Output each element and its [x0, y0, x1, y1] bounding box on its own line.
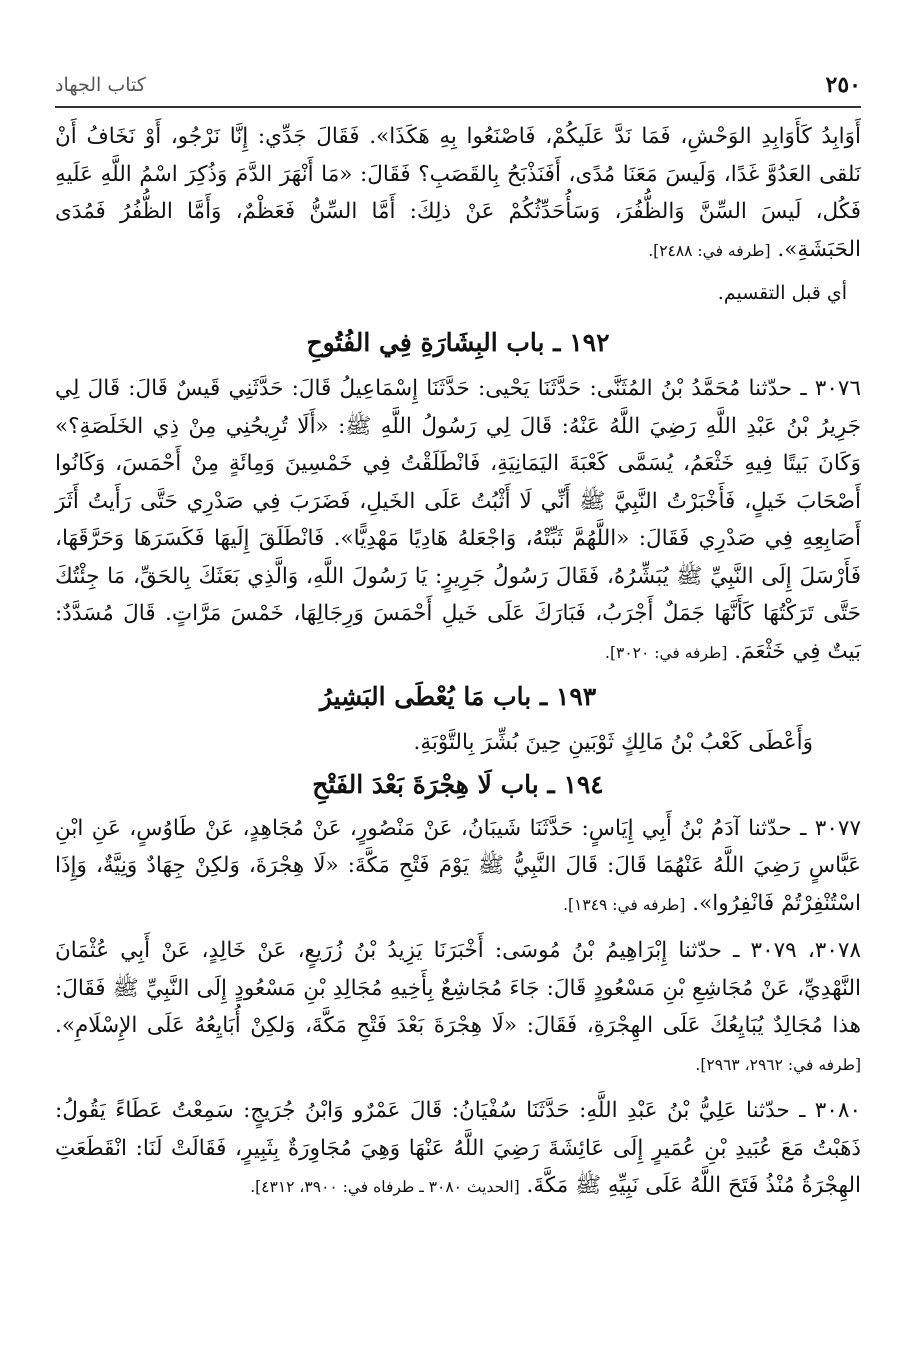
- hadith-3080-reference: [الحديث ٣٠٨٠ ـ طرفاه في: ٣٩٠٠، ٤٣١٢].: [250, 1178, 520, 1196]
- hadith-3077: [55, 810, 861, 925]
- footnote: أي قبل التقسيم.: [717, 282, 847, 304]
- hadith-3077-text: ٣٠٧٧ ـ حدّثنا آدَمُ بْنُ أَبِي إِيَاسٍ: حَدَّثَنَا شَيبَانُ، عَنْ مَنْصُورٍ، عَنْ مُجَاهِدٍ، عَنْ طَاوُسٍ، عَنِ ابْنِ عَبَّاسٍ رَضِيَ اللَّهُ عَنْهُمَا قَالَ: قَالَ النَّبِيُّ ﷺ يَوْمَ فَتْحِ مَكَّةَ: «لَا هِجْرَةَ، وَلكِنْ جِهَادٌ وَنِيَّةٌ، وَإِذَا اسْتُنْفِرْتُمْ فَانْفِرُوا».: [55, 815, 861, 916]
- page-content: [55, 118, 861, 1207]
- hadith-3076-reference: [طرفه في: ٣٠٢٠].: [605, 643, 728, 662]
- hadith-3076-text: ٣٠٧٦ ـ حدّثنا مُحَمَّدُ بْنُ المُثَنَّى: حَدَّثَنَا يَحْيى: حَدَّثَنَا إِسْمَاعِيلُ قَالَ: حَدَّثَنِي قَيسٌ قَالَ: قَالَ لِي جَرِيرُ بْنُ عَبْدِ اللَّهِ رَضِيَ اللَّهُ عَنْهُ: قَالَ لِي رَسُولُ اللَّهِ ﷺ: «أَلَا تُرِيحُنِي مِنْ ذِي الخَلَصَةِ؟» وَكَانَ بَيتًا فِيهِ خَثْعَمُ، يُسَمَّى كَعْبَةَ اليَمَانِيَةِ، فَانْطَلَقْتُ فِي خَمْسِينَ وَمِائَةٍ مِنْ أَحْمَسَ، وَكَانُوا أَصْحَابَ خَيلٍ، فَأَخْبَرْتُ النَّبِيَّ ﷺ أَنِّي لَا أَثْبُتُ عَلَى الخَيلِ، فَضَرَبَ فِي صَدْرِي حَتَّى رَأَيتُ أَثَرَ أَصَابِعِهِ فِي صَدْرِي فَقَالَ: «اللَّهُمَّ ثَبِّتْهُ، وَاجْعَلهُ هَادِيًا مَهْدِيًّا». فَانْطَلَقَ إِلَيهَا فَكَسَرَهَا وَحَرَّقَهَا، فَأَرْسَلَ إِلَى النَّبِيِّ ﷺ يُبَشِّرُهُ، فَقَالَ رَسُولُ جَرِيرٍ: يَا رَسُولَ اللَّهِ، وَالَّذِي بَعَثَكَ بِالحَقِّ، مَا جِئْتُكَ حَتَّى تَرَكْتُهَا كَأَنَّهَا جَمَلٌ أَجْرَبُ، فَبَارَكَ عَلَى خَيلِ أَحْمَسَ وَرِجَالِهَا، خَمْسَ مَرَّاتٍ. قَالَ مُسَدَّدٌ: بَيتٌ فِي خَثْعَمَ.: [55, 376, 861, 664]
- continued-hadith-text: [55, 118, 861, 270]
- chapter-heading-194: ١٩٤ ـ باب لَا هِجْرَةَ بَعْدَ الفَتْحِ: [312, 769, 604, 799]
- hadith-3078-text: ٣٠٧٨، ٣٠٧٩ ـ حدّثنا إِبْرَاهِيمُ بْنُ مُوسَى: أَخْبَرَنَا يَزِيدُ بْنُ زُرَيعٍ، عَنْ خَالِدٍ، عَنْ أَبِي عُثْمَانَ النَّهْدِيِّ، عَنْ مُجَاشِعِ بْنِ مَسْعُودٍ قَالَ: جَاءَ مُجَاشِعٌ بِأَخِيهِ مُجَالِدِ بْنِ مَسْعُودٍ إِلَى النَّبِيِّ ﷺ فَقَالَ: هذا مُجَالِدٌ يُبَايِعُكَ عَلَى الهِجْرَةِ، فَقَالَ: «لَا هِجْرَةَ بَعْدَ فَتْحِ مَكَّةَ، وَلكِنْ أُبَايِعُهُ عَلَى الإِسْلَامِ».: [55, 938, 861, 1038]
- chapter-heading-192: ١٩٢ ـ باب البِشَارَةِ فِي الفُتُوحِ: [306, 328, 610, 357]
- hadith-3080: [55, 1092, 861, 1207]
- hadith-3078-3079: [55, 932, 861, 1084]
- hadith-3076: [55, 370, 861, 672]
- chapter-heading-193: ١٩٣ ـ باب مَا يُعْطَى البَشِيرُ: [319, 682, 597, 711]
- hadith-3080-text: ٣٠٨٠ ـ حدّثنا عَلِيُّ بْنُ عَبْدِ اللَّهِ: حَدَّثَنَا سُفْيَانُ: قَالَ عَمْرٌو وَابْنُ جُرَيجٍ: سَمِعْتُ عَطَاءً يَقُولُ: ذَهَبْتُ مَعَ عُبَيدِ بْنِ عُمَيرٍ إِلَى عَائِشَةَ رَضِيَ اللَّهُ عَنْهَا وَهِيَ مُجَاوِرَةٌ بِثَبِيرٍ، فَقَالَتْ لَنَا: انْقَطَعَتِ الهِجْرَةُ مُنْذُ فَتَحَ اللَّهُ عَلَى نَبِيِّهِ ﷺ مَكَّةَ.: [55, 1098, 861, 1198]
- cross-reference: [طرفه في: ٢٤٨٨].: [648, 241, 771, 260]
- chapter-193-text: وَأَعْطَى كَعْبُ بْنُ مَالِكٍ ثَوْبَينِ حِينَ بُشِّرَ بِالتَّوْبَةِ.: [413, 730, 813, 755]
- hadith-3077-reference: [طرفه في: ١٣٤٩].: [563, 895, 686, 914]
- header-divider: [55, 106, 861, 108]
- continued-hadith-body: أَوَابِدُ كَأَوَابِدِ الوَحْشِ، فَمَا نَدَّ عَلَيكُمْ، فَاصْنَعُوا بِهِ هَكَذَا». فَقَالَ جَدِّي: إِنَّا نَرْجُو، أَوْ نَخَافُ أَنْ نَلقى العَدُوَّ غَدًا، وَلَيسَ مَعَنَا مُدًى، أَفَنَذْبَحُ بِالقَصَبِ؟ فَقَالَ: «مَا أَنْهَرَ الدَّمَ وَذُكِرَ اسْمُ اللَّهِ عَلَيهِ فَكُل، لَيسَ السِّنَّ وَالظُّفُرَ، وَسَأُحَدِّثُكُمْ عَنْ ذلِكَ: أَمَّا السِّنُّ فَعَظْمٌ، وَأَمَّا الظُّفُرُ فَمُدَى الحَبَشَةِ».: [55, 124, 861, 262]
- page-number: ٢٥٠: [825, 72, 861, 98]
- running-header: [55, 64, 861, 110]
- hadith-3078-reference: [طرفه في: ٢٩٦٢، ٢٩٦٣].: [695, 1055, 861, 1074]
- book-title: كتاب الجهاد: [55, 74, 146, 96]
